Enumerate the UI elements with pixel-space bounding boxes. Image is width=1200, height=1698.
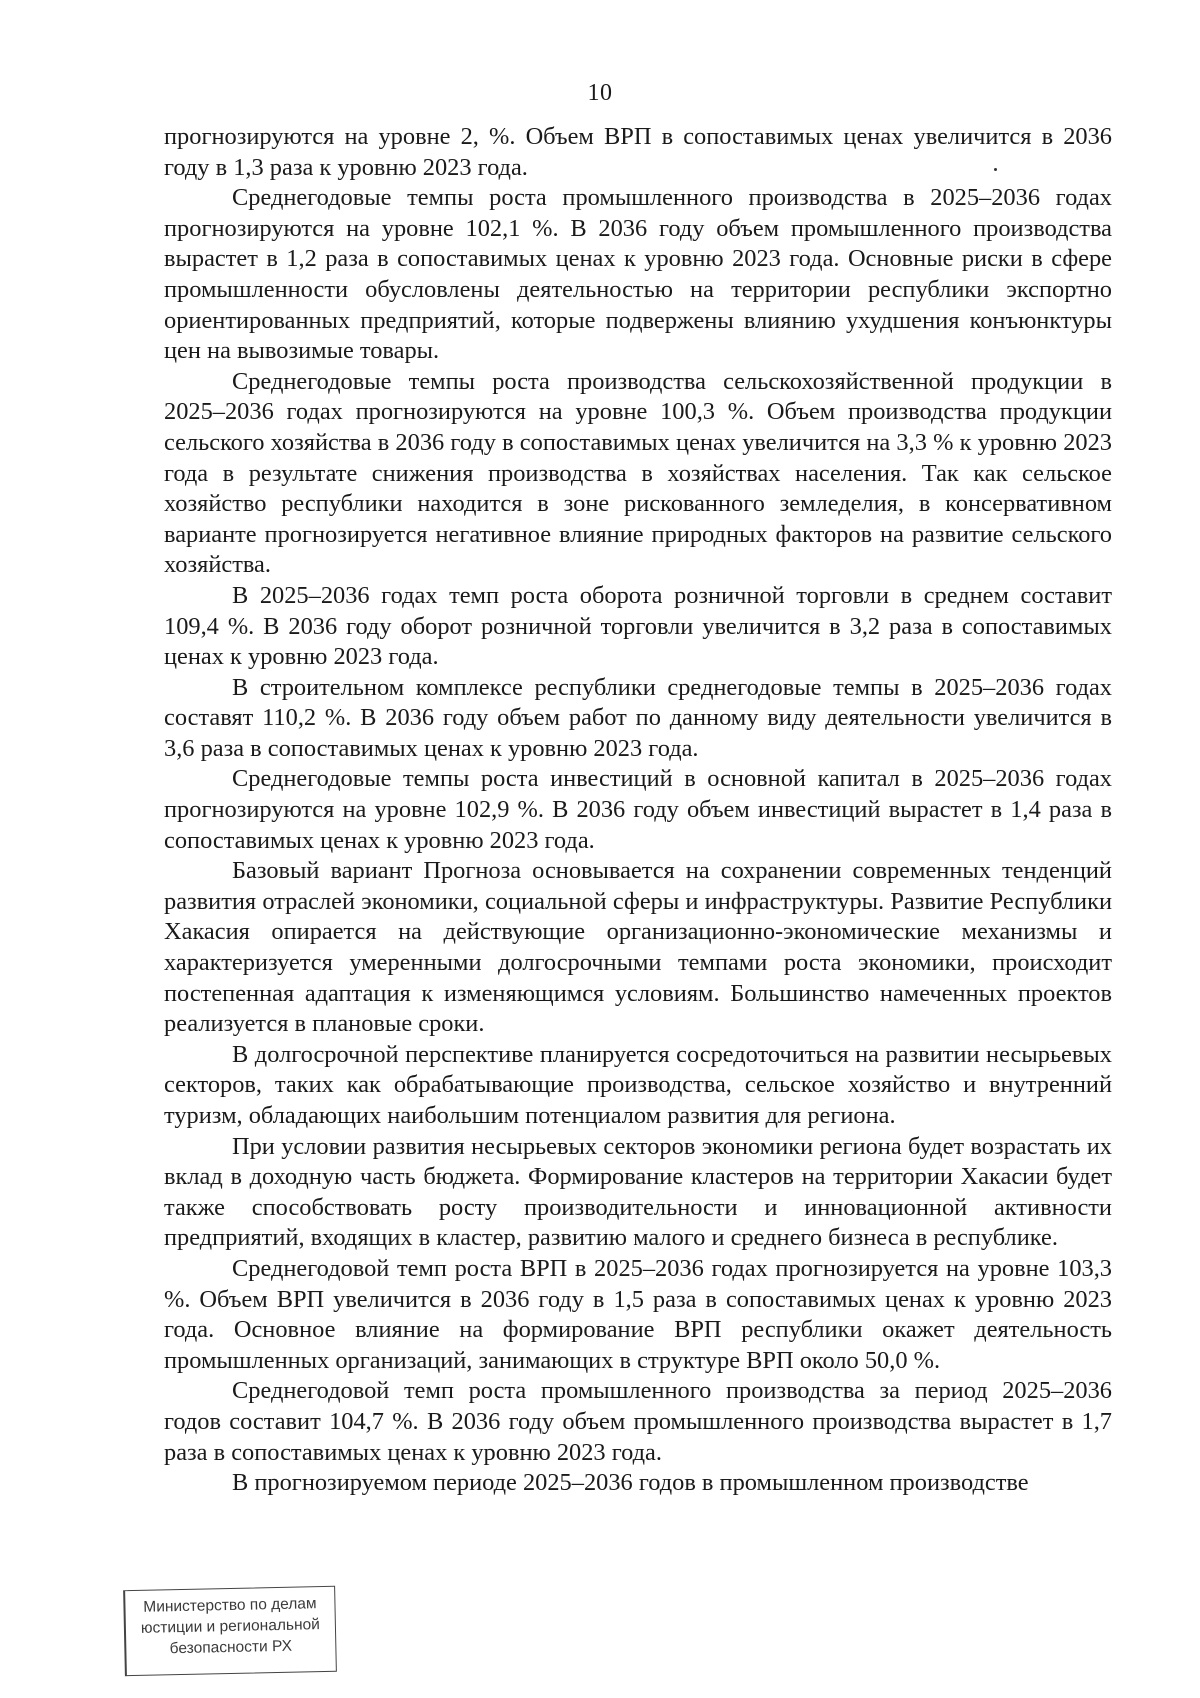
paragraph: В долгосрочной перспективе планируется сосредоточиться на развитии несырьевых секторов, таких как обрабатывающие производства, сельское хозяйство и внутренний туризм, обладающих наибольшим потенциалом развития для региона. [164, 1040, 1112, 1129]
stamp-line: Министерство по делам [143, 1595, 317, 1616]
paragraph: В 2025–2036 годах темп роста оборота розничной торговли в среднем составит 109,4 %. В 2036 году оборот розничной торговли увеличится в 3,2 раза в сопоставимых ценах к уровню 2023 года. [164, 581, 1112, 671]
paragraph: При условии развития несырьевых секторов экономики региона будет возрастать их вклад в доходную часть бюджета. Формирование кластеров на территории Хакасии будет также способствовать росту производительности и инновационной активности предприятий, входящих в кластер, развитию малого и среднего бизнеса в республике. [164, 1132, 1112, 1252]
stamp-line: безопасности РХ [169, 1637, 293, 1658]
stamp-line: юстиции и региональной [140, 1616, 321, 1637]
paragraph: Среднегодовой темп роста ВРП в 2025–2036 годах прогнозируется на уровне 103,3 %. Объем ВРП увеличится в 2036 году в 1,5 раза в сопоставимых ценах к уровню 2023 года. Основное влияние на формирование ВРП республики окажет деятельность промышленных организаций, занимающих в структуре ВРП около 50,0 %. [164, 1254, 1112, 1374]
paragraph: Среднегодовые темпы роста инвестиций в основной капитал в 2025–2036 годах прогнозируются на уровне 102,9 %. В 2036 году объем инвестиций вырастет в 1,4 раза в сопоставимых ценах к уровню 2023 года. [164, 765, 1112, 854]
page-number: 10 [587, 80, 613, 106]
paragraph: Среднегодовые темпы роста промышленного производства в 2025–2036 годах прогнозируются на уровне 102,1 %. В 2036 году объем промышленного производства вырастет в 1,2 раза в сопоставимых ценах к уровню 2023 года. Основные риски в сфере промышленности обусловлены деятельностью на территории республики экспортно ориентированных предприятий, которые подвержены влиянию ухудшения конъюнктуры цен на вывозимые товары. [164, 184, 1112, 365]
paragraph: В строительном комплексе республики среднегодовые темпы в 2025–2036 годах составят 110,2 %. В 2036 году объем работ по данному виду деятельности увеличится в 3,6 раза в сопоставимых ценах к уровню 2023 года. [164, 673, 1112, 762]
paragraph: Среднегодовой темп роста промышленного производства за период 2025–2036 годов составит 104,7 %. В 2036 году объем промышленного производства вырастет в 1,7 раза в сопоставимых ценах к уровню 2023 года. [164, 1377, 1112, 1466]
paragraph: Базовый вариант Прогноза основывается на сохранении современных тенденций развития отраслей экономики, социальной сферы и инфраструктуры. Развитие Республики Хакасия опирается на действующие организационно-экономические механизмы и характеризуется умеренными долгосрочными темпами роста экономики, происходит постепенная адаптация к изменяющимся условиям. Большинство намеченных проектов реализуется в плановые сроки. [164, 857, 1112, 1038]
paragraph: В прогнозируемом периоде 2025–2036 годов в промышленном производстве [232, 1469, 1029, 1497]
document-body [164, 122, 1112, 1499]
paragraph: Среднегодовые темпы роста производства сельскохозяйственной продукции в 2025–2036 годах прогнозируются на уровне 100,3 %. Объем производства продукции сельского хозяйства в 2036 году в сопоставимых ценах увеличится на 3,3 % к уровню 2023 года в результате снижения производства в хозяйствах населения. Так как сельское хозяйство республики находится в зоне рискованного земледелия, в консервативном варианте прогнозируется негативное влияние природных факторов на развитие сельского хозяйства. [164, 367, 1112, 579]
ministry-stamp [123, 1586, 337, 1676]
paragraph: прогнозируются на уровне 2, %. Объем ВРП в сопоставимых ценах увеличится в 2036 году в 1,3 раза к уровню 2023 года. [164, 123, 1112, 181]
